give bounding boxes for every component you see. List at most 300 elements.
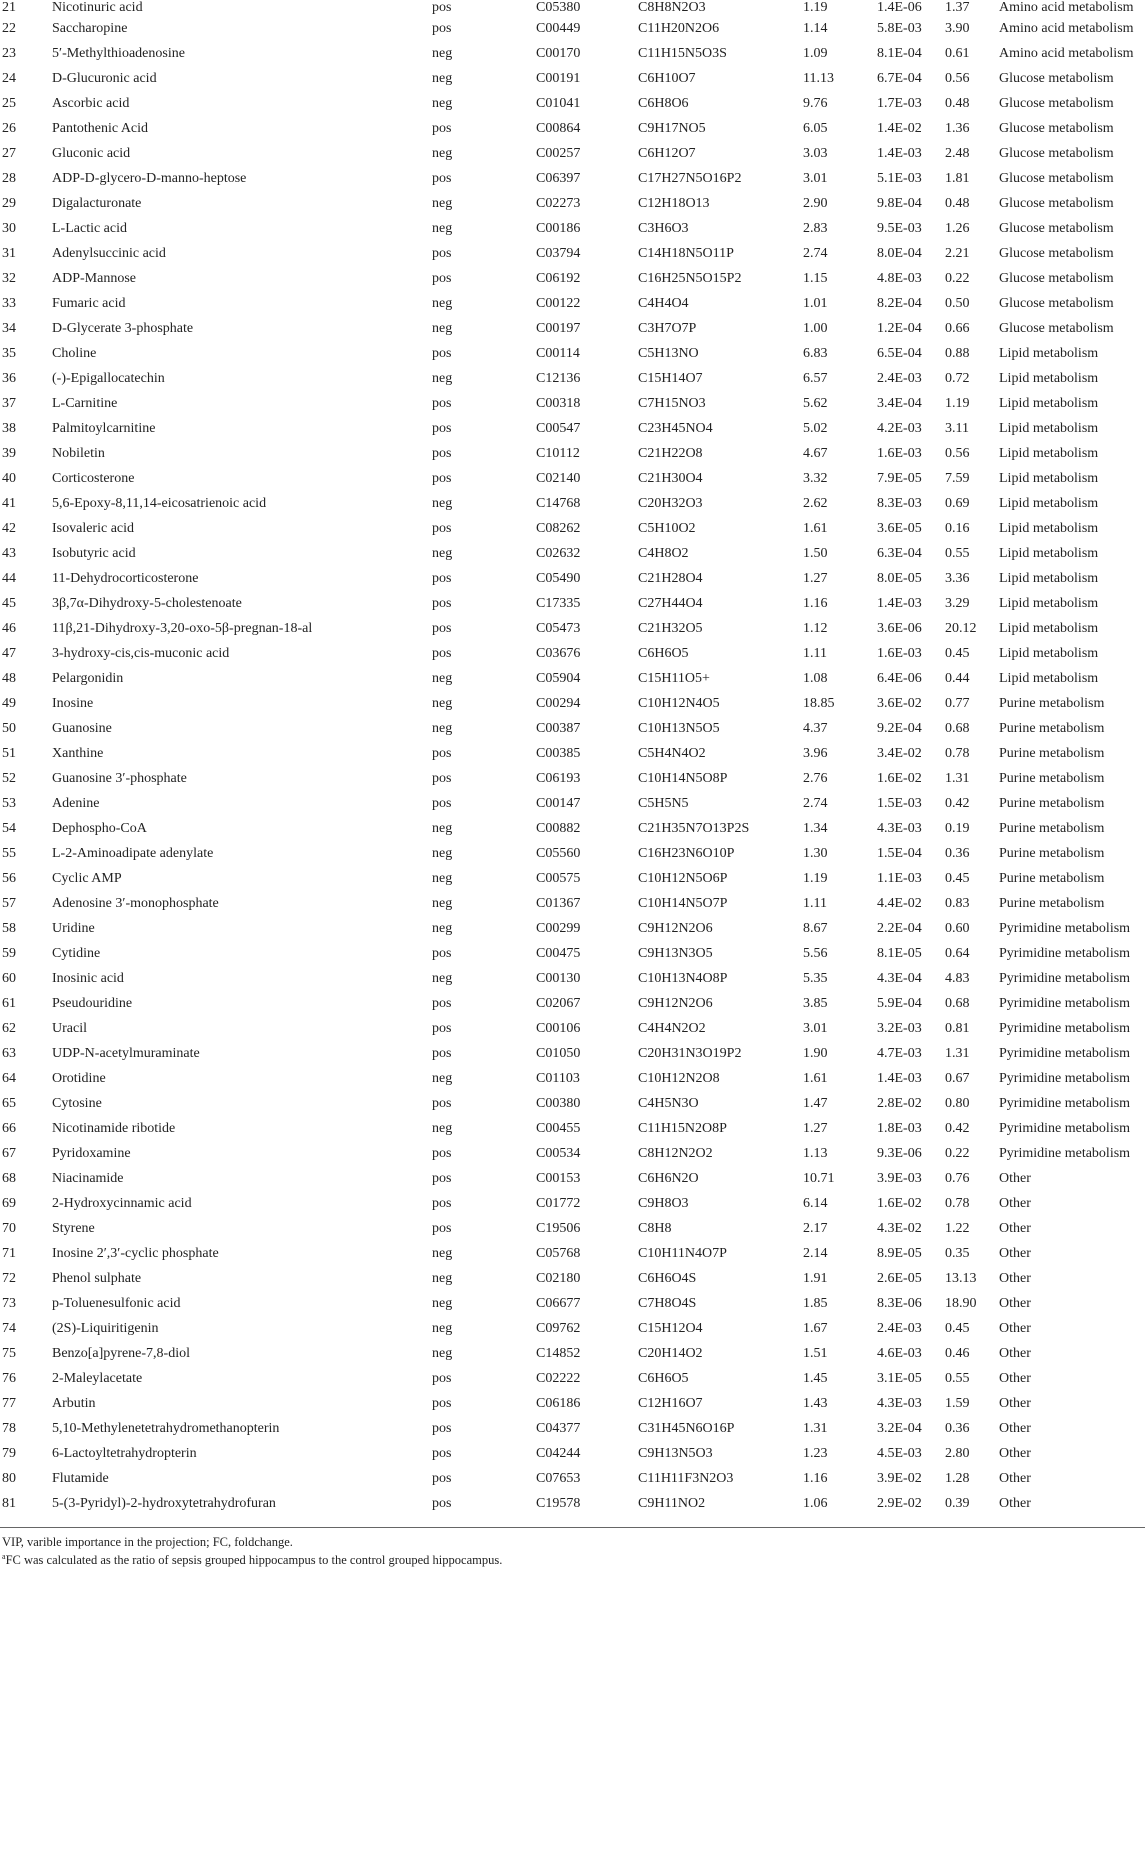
cell-ion-mode: neg [432, 95, 453, 111]
cell-number: 25 [2, 95, 16, 111]
table-row [0, 1066, 1145, 1091]
cell-number: 35 [2, 345, 16, 361]
cell-vip: 3.01 [803, 170, 828, 186]
table-row [0, 716, 1145, 741]
cell-ion-mode: neg [432, 1345, 453, 1361]
cell-p-value: 8.0E-05 [877, 570, 922, 586]
cell-vip: 1.61 [803, 1070, 828, 1086]
cell-p-value: 1.4E-03 [877, 1070, 922, 1086]
cell-vip: 3.32 [803, 470, 828, 486]
cell-number: 70 [2, 1220, 16, 1236]
cell-fold-change: 0.56 [945, 70, 970, 86]
cell-number: 67 [2, 1145, 16, 1161]
cell-formula: C5H5N5 [638, 795, 689, 811]
cell-vip: 1.91 [803, 1270, 828, 1286]
cell-kegg-id: C07653 [536, 1470, 581, 1486]
cell-formula: C6H6O5 [638, 645, 689, 661]
cell-ion-mode: neg [432, 145, 453, 161]
table-row [0, 1016, 1145, 1041]
cell-metabolite: Isobutyric acid [52, 545, 136, 561]
cell-ion-mode: neg [432, 1270, 453, 1286]
cell-formula: C4H8O2 [638, 545, 689, 561]
cell-kegg-id: C01050 [536, 1045, 581, 1061]
table-row [0, 166, 1145, 191]
table-row [0, 1341, 1145, 1366]
cell-metabolite: (2S)-Liquiritigenin [52, 1320, 159, 1336]
cell-pathway: Other [999, 1195, 1031, 1211]
table-row [0, 1166, 1145, 1191]
cell-fold-change: 20.12 [945, 620, 977, 636]
table-row [0, 1316, 1145, 1341]
cell-p-value: 2.4E-03 [877, 1320, 922, 1336]
cell-metabolite: Orotidine [52, 1070, 106, 1086]
cell-kegg-id: C00170 [536, 45, 581, 61]
cell-formula: C8H8N2O3 [638, 0, 706, 15]
cell-number: 52 [2, 770, 16, 786]
cell-metabolite: L-Carnitine [52, 395, 118, 411]
cell-kegg-id: C00186 [536, 220, 581, 236]
cell-kegg-id: C08262 [536, 520, 581, 536]
cell-formula: C6H6N2O [638, 1170, 699, 1186]
cell-number: 71 [2, 1245, 16, 1261]
cell-p-value: 2.9E-02 [877, 1495, 922, 1511]
cell-vip: 1.13 [803, 1145, 828, 1161]
cell-ion-mode: neg [432, 545, 453, 561]
cell-vip: 2.14 [803, 1245, 828, 1261]
table-row [0, 1191, 1145, 1216]
cell-number: 39 [2, 445, 16, 461]
cell-metabolite: 11-Dehydrocorticosterone [52, 570, 199, 586]
cell-fold-change: 3.29 [945, 595, 970, 611]
cell-pathway: Purine metabolism [999, 720, 1105, 736]
cell-formula: C14H18N5O11P [638, 245, 734, 261]
cell-fold-change: 0.69 [945, 495, 970, 511]
table-row [0, 341, 1145, 366]
cell-pathway: Pyrimidine metabolism [999, 995, 1131, 1011]
cell-kegg-id: C00299 [536, 920, 581, 936]
cell-pathway: Lipid metabolism [999, 570, 1099, 586]
cell-number: 55 [2, 845, 16, 861]
cell-vip: 1.01 [803, 295, 828, 311]
cell-vip: 1.67 [803, 1320, 828, 1336]
table-row [0, 916, 1145, 941]
cell-number: 68 [2, 1170, 16, 1186]
table-row [0, 816, 1145, 841]
cell-fold-change: 0.44 [945, 670, 970, 686]
cell-fold-change: 18.90 [945, 1295, 977, 1311]
cell-p-value: 4.7E-03 [877, 1045, 922, 1061]
table-row [0, 16, 1145, 41]
cell-metabolite: Styrene [52, 1220, 95, 1236]
cell-formula: C21H28O4 [638, 570, 703, 586]
cell-vip: 5.62 [803, 395, 828, 411]
cell-number: 49 [2, 695, 16, 711]
cell-fold-change: 0.68 [945, 720, 970, 736]
table-row [0, 241, 1145, 266]
cell-pathway: Glucose metabolism [999, 145, 1114, 161]
cell-metabolite: Dephospho-CoA [52, 820, 147, 836]
cell-formula: C9H13N3O5 [638, 945, 713, 961]
cell-ion-mode: pos [432, 395, 452, 411]
cell-formula: C9H8O3 [638, 1195, 689, 1211]
cell-ion-mode: neg [432, 370, 453, 386]
cell-formula: C5H4N4O2 [638, 745, 706, 761]
cell-formula: C15H11O5+ [638, 670, 710, 686]
cell-fold-change: 0.81 [945, 1020, 970, 1036]
cell-fold-change: 0.83 [945, 895, 970, 911]
cell-vip: 3.01 [803, 1020, 828, 1036]
table-row [0, 766, 1145, 791]
cell-formula: C10H12N2O8 [638, 1070, 720, 1086]
cell-kegg-id: C05904 [536, 670, 581, 686]
cell-metabolite: Palmitoylcarnitine [52, 420, 156, 436]
cell-number: 77 [2, 1395, 16, 1411]
cell-fold-change: 3.36 [945, 570, 970, 586]
cell-vip: 1.06 [803, 1495, 828, 1511]
table-row [0, 1366, 1145, 1391]
cell-p-value: 1.7E-03 [877, 95, 922, 111]
cell-kegg-id: C00475 [536, 945, 581, 961]
cell-ion-mode: neg [432, 1320, 453, 1336]
cell-p-value: 8.9E-05 [877, 1245, 922, 1261]
cell-number: 47 [2, 645, 16, 661]
cell-number: 59 [2, 945, 16, 961]
cell-formula: C5H13NO [638, 345, 699, 361]
cell-metabolite: Pyridoxamine [52, 1145, 131, 1161]
cell-metabolite: Phenol sulphate [52, 1270, 142, 1286]
cell-number: 60 [2, 970, 16, 986]
cell-pathway: Lipid metabolism [999, 445, 1099, 461]
cell-fold-change: 1.22 [945, 1220, 970, 1236]
cell-kegg-id: C03794 [536, 245, 581, 261]
cell-fold-change: 1.26 [945, 220, 970, 236]
cell-ion-mode: neg [432, 495, 453, 511]
cell-p-value: 5.8E-03 [877, 20, 922, 36]
cell-kegg-id: C00197 [536, 320, 581, 336]
cell-metabolite: Guanosine [52, 720, 112, 736]
cell-number: 81 [2, 1495, 16, 1511]
table-row [0, 616, 1145, 641]
cell-pathway: Other [999, 1170, 1031, 1186]
table-row [0, 1241, 1145, 1266]
cell-ion-mode: pos [432, 1020, 452, 1036]
cell-metabolite: 5,6-Epoxy-8,11,14-eicosatrienoic acid [52, 495, 267, 511]
table-row [0, 466, 1145, 491]
cell-pathway: Purine metabolism [999, 895, 1105, 911]
table-row [0, 0, 1145, 16]
cell-fold-change: 0.36 [945, 845, 970, 861]
cell-p-value: 9.5E-03 [877, 220, 922, 236]
table-row [0, 391, 1145, 416]
cell-ion-mode: pos [432, 1195, 452, 1211]
cell-ion-mode: pos [432, 595, 452, 611]
cell-fold-change: 2.21 [945, 245, 970, 261]
cell-vip: 1.47 [803, 1095, 828, 1111]
cell-p-value: 3.6E-06 [877, 620, 922, 636]
cell-metabolite: Inosinic acid [52, 970, 124, 986]
table-row [0, 1491, 1145, 1516]
cell-number: 34 [2, 320, 16, 336]
table-footnotes [2, 1533, 502, 1569]
cell-p-value: 8.1E-04 [877, 45, 922, 61]
cell-number: 50 [2, 720, 16, 736]
cell-formula: C5H10O2 [638, 520, 696, 536]
cell-p-value: 5.1E-03 [877, 170, 922, 186]
cell-formula: C12H18O13 [638, 195, 710, 211]
cell-kegg-id: C02273 [536, 195, 581, 211]
cell-kegg-id: C00864 [536, 120, 581, 136]
cell-ion-mode: pos [432, 1395, 452, 1411]
cell-metabolite: Nicotinuric acid [52, 0, 143, 15]
cell-metabolite: ADP-D-glycero-D-manno-heptose [52, 170, 247, 186]
cell-p-value: 3.9E-03 [877, 1170, 922, 1186]
cell-fold-change: 0.42 [945, 795, 970, 811]
cell-formula: C21H22O8 [638, 445, 703, 461]
cell-formula: C9H13N5O3 [638, 1445, 713, 1461]
cell-formula: C3H7O7P [638, 320, 697, 336]
cell-formula: C10H13N5O5 [638, 720, 720, 736]
cell-ion-mode: pos [432, 520, 452, 536]
cell-formula: C10H14N5O7P [638, 895, 728, 911]
cell-pathway: Pyrimidine metabolism [999, 945, 1131, 961]
cell-kegg-id: C04244 [536, 1445, 581, 1461]
cell-formula: C20H14O2 [638, 1345, 703, 1361]
table-row [0, 566, 1145, 591]
cell-kegg-id: C00147 [536, 795, 581, 811]
cell-formula: C11H11F3N2O3 [638, 1470, 734, 1486]
cell-vip: 1.14 [803, 20, 828, 36]
cell-fold-change: 0.19 [945, 820, 970, 836]
cell-kegg-id: C00153 [536, 1170, 581, 1186]
cell-p-value: 1.8E-03 [877, 1120, 922, 1136]
cell-pathway: Pyrimidine metabolism [999, 970, 1131, 986]
cell-ion-mode: neg [432, 845, 453, 861]
cell-metabolite: 5-(3-Pyridyl)-2-hydroxytetrahydrofuran [52, 1495, 276, 1511]
cell-vip: 3.96 [803, 745, 828, 761]
cell-ion-mode: pos [432, 1420, 452, 1436]
cell-pathway: Other [999, 1245, 1031, 1261]
cell-kegg-id: C17335 [536, 595, 581, 611]
cell-vip: 1.08 [803, 670, 828, 686]
cell-ion-mode: neg [432, 670, 453, 686]
cell-pathway: Lipid metabolism [999, 620, 1099, 636]
cell-formula: C4H5N3O [638, 1095, 699, 1111]
cell-fold-change: 2.48 [945, 145, 970, 161]
table-row [0, 1291, 1145, 1316]
cell-vip: 10.71 [803, 1170, 835, 1186]
cell-formula: C10H12N4O5 [638, 695, 720, 711]
cell-vip: 1.50 [803, 545, 828, 561]
cell-vip: 18.85 [803, 695, 835, 711]
cell-p-value: 2.8E-02 [877, 1095, 922, 1111]
cell-p-value: 9.8E-04 [877, 195, 922, 211]
cell-pathway: Other [999, 1470, 1031, 1486]
table-row [0, 116, 1145, 141]
cell-metabolite: UDP-N-acetylmuraminate [52, 1045, 200, 1061]
cell-pathway: Other [999, 1270, 1031, 1286]
cell-vip: 2.62 [803, 495, 828, 511]
cell-number: 24 [2, 70, 16, 86]
cell-vip: 1.16 [803, 1470, 828, 1486]
cell-metabolite: 3-hydroxy-cis,cis-muconic acid [52, 645, 230, 661]
cell-metabolite: (-)-Epigallocatechin [52, 370, 165, 386]
table-row [0, 91, 1145, 116]
cell-metabolite: Corticosterone [52, 470, 135, 486]
cell-kegg-id: C03676 [536, 645, 581, 661]
cell-ion-mode: pos [432, 1095, 452, 1111]
cell-vip: 1.45 [803, 1370, 828, 1386]
cell-pathway: Other [999, 1295, 1031, 1311]
cell-formula: C16H25N5O15P2 [638, 270, 742, 286]
cell-kegg-id: C00575 [536, 870, 581, 886]
cell-vip: 2.74 [803, 245, 828, 261]
cell-number: 29 [2, 195, 16, 211]
cell-number: 27 [2, 145, 16, 161]
cell-fold-change: 0.35 [945, 1245, 970, 1261]
cell-kegg-id: C00882 [536, 820, 581, 836]
cell-ion-mode: neg [432, 1120, 453, 1136]
cell-number: 42 [2, 520, 16, 536]
cell-p-value: 2.4E-03 [877, 370, 922, 386]
cell-fold-change: 1.36 [945, 120, 970, 136]
cell-fold-change: 0.22 [945, 270, 970, 286]
cell-pathway: Amino acid metabolism [999, 20, 1134, 36]
cell-metabolite: Gluconic acid [52, 145, 131, 161]
cell-vip: 1.34 [803, 820, 828, 836]
cell-number: 58 [2, 920, 16, 936]
cell-metabolite: L-Lactic acid [52, 220, 128, 236]
cell-p-value: 1.4E-03 [877, 145, 922, 161]
cell-pathway: Other [999, 1495, 1031, 1511]
cell-number: 61 [2, 995, 16, 1011]
cell-kegg-id: C02180 [536, 1270, 581, 1286]
cell-vip: 1.23 [803, 1445, 828, 1461]
cell-formula: C20H32O3 [638, 495, 703, 511]
cell-ion-mode: neg [432, 220, 453, 236]
cell-kegg-id: C05490 [536, 570, 581, 586]
cell-ion-mode: neg [432, 295, 453, 311]
cell-pathway: Lipid metabolism [999, 345, 1099, 361]
table-row [0, 1391, 1145, 1416]
table-row [0, 41, 1145, 66]
cell-metabolite: Saccharopine [52, 20, 128, 36]
cell-pathway: Purine metabolism [999, 745, 1105, 761]
cell-ion-mode: pos [432, 470, 452, 486]
cell-metabolite: Inosine 2′,3′-cyclic phosphate [52, 1245, 219, 1261]
cell-metabolite: Cytosine [52, 1095, 102, 1111]
cell-kegg-id: C02632 [536, 545, 581, 561]
cell-number: 66 [2, 1120, 16, 1136]
cell-formula: C27H44O4 [638, 595, 703, 611]
cell-number: 65 [2, 1095, 16, 1111]
cell-pathway: Lipid metabolism [999, 670, 1099, 686]
cell-formula: C15H14O7 [638, 370, 703, 386]
cell-p-value: 3.4E-04 [877, 395, 922, 411]
cell-formula: C11H20N2O6 [638, 20, 720, 36]
cell-formula: C7H8O4S [638, 1295, 697, 1311]
cell-pathway: Glucose metabolism [999, 120, 1114, 136]
cell-vip: 4.37 [803, 720, 828, 736]
cell-p-value: 4.6E-03 [877, 1345, 922, 1361]
cell-ion-mode: pos [432, 0, 452, 15]
cell-formula: C10H11N4O7P [638, 1245, 727, 1261]
cell-p-value: 2.6E-05 [877, 1270, 922, 1286]
cell-p-value: 6.3E-04 [877, 545, 922, 561]
cell-pathway: Lipid metabolism [999, 470, 1099, 486]
cell-metabolite: Adenine [52, 795, 100, 811]
cell-formula: C20H31N3O19P2 [638, 1045, 742, 1061]
cell-fold-change: 0.39 [945, 1495, 970, 1511]
cell-kegg-id: C00106 [536, 1020, 581, 1036]
footnote-marker: a [2, 1551, 6, 1561]
table-row [0, 266, 1145, 291]
cell-kegg-id: C00294 [536, 695, 581, 711]
cell-fold-change: 0.45 [945, 645, 970, 661]
cell-metabolite: Nobiletin [52, 445, 105, 461]
cell-fold-change: 0.88 [945, 345, 970, 361]
cell-pathway: Lipid metabolism [999, 645, 1099, 661]
table-row [0, 291, 1145, 316]
cell-vip: 1.09 [803, 45, 828, 61]
cell-pathway: Purine metabolism [999, 870, 1105, 886]
cell-kegg-id: C06397 [536, 170, 581, 186]
cell-ion-mode: pos [432, 645, 452, 661]
table-row [0, 1266, 1145, 1291]
cell-p-value: 8.1E-05 [877, 945, 922, 961]
cell-formula: C9H17NO5 [638, 120, 706, 136]
cell-metabolite: Adenylsuccinic acid [52, 245, 166, 261]
table-row [0, 141, 1145, 166]
cell-metabolite: 2-Maleylacetate [52, 1370, 143, 1386]
cell-p-value: 3.1E-05 [877, 1370, 922, 1386]
cell-pathway: Purine metabolism [999, 845, 1105, 861]
cell-kegg-id: C04377 [536, 1420, 581, 1436]
cell-number: 80 [2, 1470, 16, 1486]
table-row [0, 516, 1145, 541]
cell-metabolite: Xanthine [52, 745, 104, 761]
cell-metabolite: Isovaleric acid [52, 520, 135, 536]
cell-metabolite: 5,10-Methylenetetrahydromethanopterin [52, 1420, 280, 1436]
cell-ion-mode: pos [432, 1045, 452, 1061]
cell-pathway: Glucose metabolism [999, 270, 1114, 286]
cell-pathway: Other [999, 1320, 1031, 1336]
cell-kegg-id: C00114 [536, 345, 580, 361]
cell-p-value: 8.3E-06 [877, 1295, 922, 1311]
cell-ion-mode: neg [432, 1295, 453, 1311]
cell-pathway: Glucose metabolism [999, 295, 1114, 311]
cell-kegg-id: C06192 [536, 270, 581, 286]
cell-formula: C6H8O6 [638, 95, 689, 111]
cell-number: 63 [2, 1045, 16, 1061]
cell-kegg-id: C00547 [536, 420, 581, 436]
cell-fold-change: 4.83 [945, 970, 970, 986]
cell-pathway: Glucose metabolism [999, 170, 1114, 186]
cell-metabolite: Benzo[a]pyrene-7,8-diol [52, 1345, 190, 1361]
cell-number: 44 [2, 570, 16, 586]
cell-ion-mode: neg [432, 1070, 453, 1086]
table-row [0, 891, 1145, 916]
cell-ion-mode: pos [432, 445, 452, 461]
cell-vip: 1.19 [803, 0, 828, 15]
cell-number: 78 [2, 1420, 16, 1436]
cell-p-value: 1.4E-06 [877, 0, 922, 15]
cell-fold-change: 1.31 [945, 1045, 970, 1061]
cell-metabolite: Pantothenic Acid [52, 120, 149, 136]
cell-fold-change: 1.59 [945, 1395, 970, 1411]
cell-pathway: Other [999, 1370, 1031, 1386]
cell-number: 30 [2, 220, 16, 236]
cell-pathway: Lipid metabolism [999, 370, 1099, 386]
